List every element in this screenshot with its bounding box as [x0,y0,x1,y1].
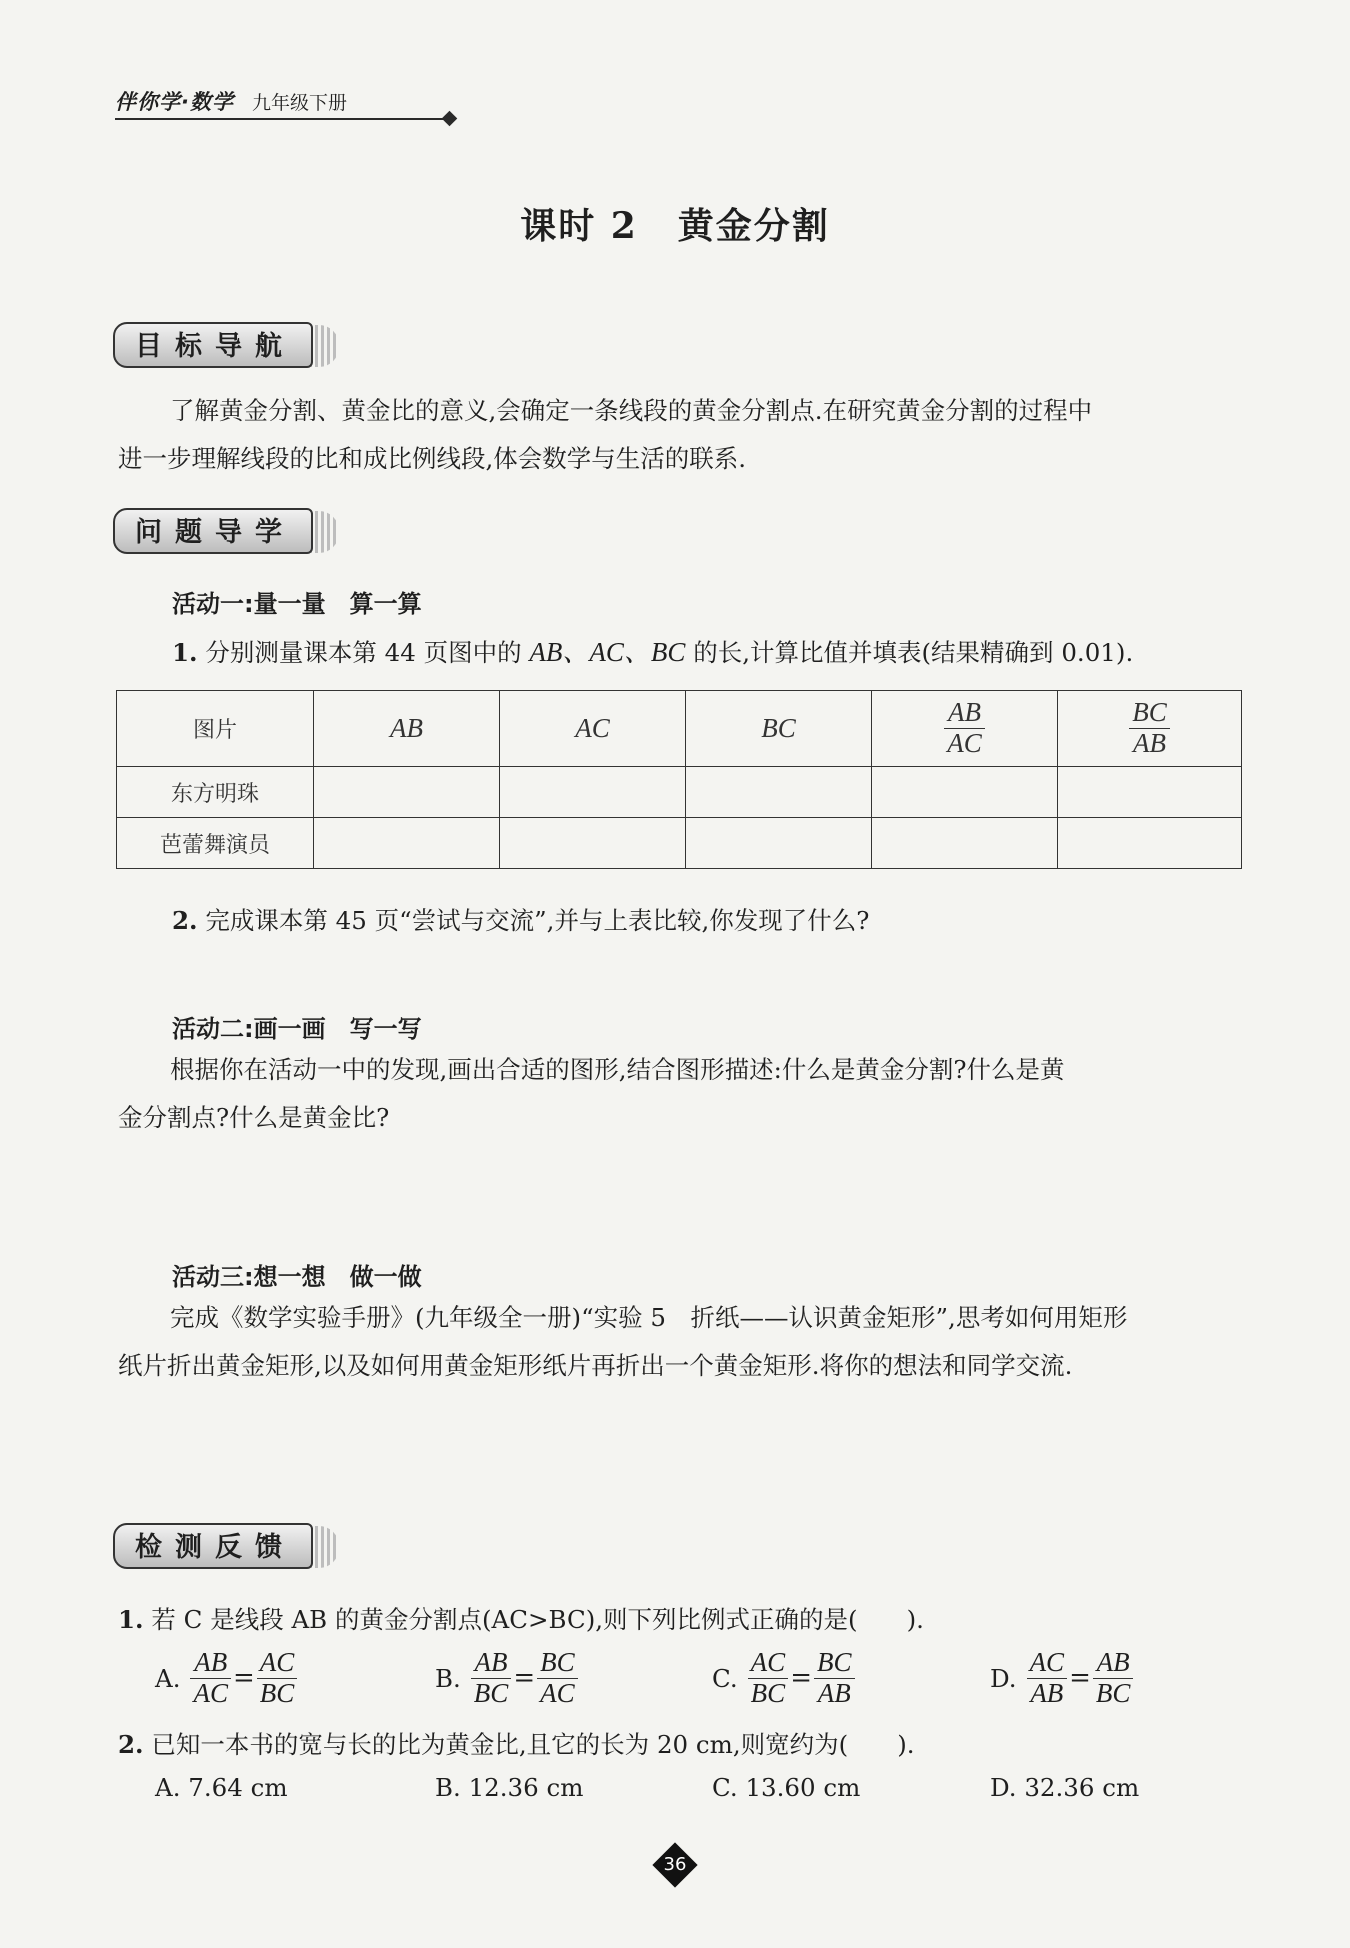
section-tag-guide [113,508,337,558]
page-number: 36 [663,1854,687,1875]
answer-cell[interactable] [500,818,686,869]
option-b[interactable] [435,1648,578,1708]
check-question-1-options [155,1648,1215,1712]
header-brand: 伴你学·数学 [115,90,234,114]
fraction [1093,1648,1134,1708]
page-number-badge [653,1843,697,1887]
answer-cell[interactable] [314,818,500,869]
fraction [190,1648,231,1708]
option-a[interactable] [155,1648,297,1708]
header-cell-bc: BC [686,691,872,767]
denominator: AC [947,728,982,758]
answer-cell[interactable] [314,767,500,818]
lesson-topic: 黄金分割 [677,205,830,247]
lesson-number: 课时 2 [520,205,638,247]
activity-3-line-1: 完成《数学实验手册》(九年级全一册)“实验 5 折纸——认识黄金矩形”,思考如何用矩形 [170,1303,1128,1332]
activity-2-line-2: 金分割点?什么是黄金比? [118,1103,390,1132]
fraction [1027,1648,1068,1708]
row-label: 东方明珠 [117,767,314,818]
header-cell-picture: 图片 [117,691,314,767]
header-diamond-icon [442,111,458,127]
activity-2-line-1: 根据你在活动一中的发现,画出合适的图形,结合图形描述:什么是黄金分割?什么是黄 [170,1055,1065,1084]
answer-cell[interactable] [872,767,1058,818]
numerator: BC [1129,698,1170,729]
option-label: D. [990,1663,1017,1693]
section-tag-goal [113,322,337,372]
numerator: AB [471,1648,512,1679]
goal-line-2: 进一步理解线段的比和成比例线段,体会数学与生活的联系. [118,444,747,473]
denominator: AC [540,1677,575,1708]
denominator: AB [1132,728,1166,758]
row-label: 芭蕾舞演员 [117,818,314,869]
segment-names: AB、AC、BC [529,637,686,667]
header-cell-bc-over-ab [1058,691,1242,767]
section-tag-label: 问题导学 [113,508,313,554]
equals-sign: = [1069,1663,1091,1694]
denominator: BC [1095,1677,1131,1708]
answer-cell[interactable] [686,818,872,869]
option-label: C. [712,1663,738,1693]
fraction [537,1648,578,1708]
answer-cell[interactable] [1058,818,1242,869]
check-question-2-options [155,1773,1215,1807]
answer-cell[interactable] [686,767,872,818]
denominator: AC [193,1677,228,1708]
running-header [115,86,455,114]
option-d[interactable]: D. 32.36 cm [990,1773,1140,1802]
option-d[interactable] [990,1648,1133,1708]
option-c[interactable] [712,1648,855,1708]
section-tag-label: 检测反馈 [113,1523,313,1569]
table-row [117,818,1242,869]
header-rule [115,118,450,120]
section-tag-check [113,1523,337,1573]
check-question-2 [118,1726,915,1761]
activity-3-paragraph [118,1294,1243,1390]
answer-cell[interactable] [872,818,1058,869]
question-number: 1. [118,1605,144,1634]
activity-2-paragraph [118,1046,1243,1142]
answer-cell[interactable] [500,767,686,818]
denominator: BC [259,1677,295,1708]
measurement-table [116,690,1242,869]
fraction [814,1648,855,1708]
numerator: BC [814,1648,855,1679]
activity-3-line-2: 纸片折出黄金矩形,以及如何用黄金矩形纸片再折出一个黄金矩形.将你的想法和同学交流. [118,1351,1073,1380]
goal-paragraph [118,387,1243,483]
question-text-tail: 的长,计算比值并填表(结果精确到 0.01). [685,638,1134,667]
goal-line-1: 了解黄金分割、黄金比的意义,会确定一条线段的黄金分割点.在研究黄金分割的过程中 [170,396,1093,425]
option-a[interactable]: A. 7.64 cm [155,1773,288,1802]
fraction [944,698,985,758]
question-text: 已知一本书的宽与长的比为黄金比,且它的长为 20 cm,则宽约为( ). [151,1730,915,1759]
equals-sign: = [790,1663,812,1694]
header-cell-ab: AB [314,691,500,767]
activity-3-heading: 活动三:想一想 做一做 [172,1263,422,1291]
option-c[interactable]: C. 13.60 cm [712,1773,861,1802]
question-number: 1. [172,638,198,667]
tag-stripes [309,325,339,367]
numerator: AB [1093,1648,1134,1679]
fraction [471,1648,512,1708]
denominator: BC [473,1677,509,1708]
activity-1-question-2 [172,902,869,937]
question-text: 若 C 是线段 AB 的黄金分割点(AC>BC),则下列比例式正确的是( ). [151,1605,924,1634]
question-text: 完成课本第 45 页“尝试与交流”,并与上表比较,你发现了什么? [205,906,870,935]
question-text: 分别测量课本第 44 页图中的 [205,638,530,667]
page-title [0,198,1350,249]
equals-sign: = [513,1663,536,1694]
header-cell-ac: AC [500,691,686,767]
numerator: AC [748,1648,789,1679]
activity-1-heading: 活动一:量一量 算一算 [172,590,422,618]
section-tag-label: 目标导航 [113,322,313,368]
numerator: AC [257,1648,298,1679]
fraction [1129,698,1170,758]
table-row [117,767,1242,818]
fraction [748,1648,789,1708]
activity-1-question-1 [172,630,1133,669]
numerator: AC [1027,1648,1068,1679]
check-question-1 [118,1601,924,1636]
header-grade: 九年级下册 [251,92,347,114]
numerator: AB [190,1648,231,1679]
numerator: BC [537,1648,578,1679]
equals-sign: = [233,1663,255,1694]
tag-stripes [309,1526,339,1568]
denominator: BC [750,1677,786,1708]
header-cell-ab-over-ac [872,691,1058,767]
activity-2-heading: 活动二:画一画 写一写 [172,1015,422,1043]
denominator: AB [1030,1677,1064,1708]
option-b[interactable]: B. 12.36 cm [435,1773,584,1802]
denominator: AB [817,1677,851,1708]
question-number: 2. [172,906,198,935]
answer-cell[interactable] [1058,767,1242,818]
option-label: B. [435,1663,461,1693]
table-header-row [117,691,1242,767]
fraction [257,1648,298,1708]
tag-stripes [309,511,339,553]
question-number: 2. [118,1730,144,1759]
numerator: AB [944,698,985,729]
option-label: A. [155,1663,181,1693]
